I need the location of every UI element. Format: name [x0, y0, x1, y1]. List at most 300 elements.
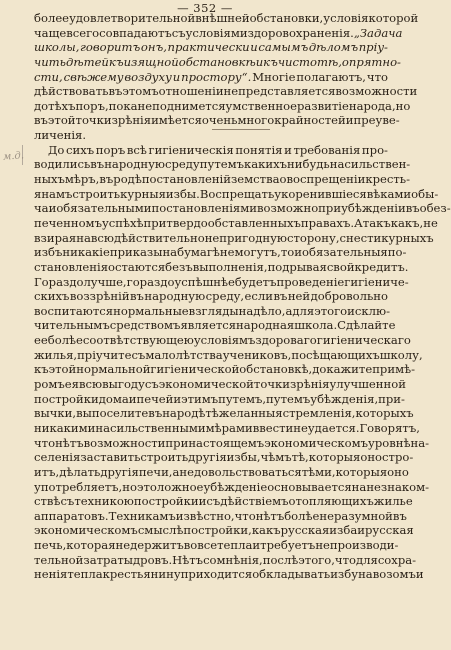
word: правахъ.	[300, 215, 355, 230]
word: школу,	[379, 347, 423, 362]
word: пріучите	[77, 347, 132, 362]
text-line	[34, 289, 388, 304]
word: снести	[339, 230, 382, 245]
word: съ	[171, 25, 186, 40]
word: избы,	[226, 450, 261, 465]
word: остаются	[108, 259, 166, 274]
text-line	[34, 377, 406, 392]
word: убѣжденія,	[310, 391, 379, 406]
word: поръ	[95, 142, 126, 157]
word: ныхъ	[34, 172, 65, 187]
word: обстановкѣ	[178, 54, 256, 69]
word: никакими	[34, 420, 96, 435]
text-line	[34, 143, 388, 158]
word: взирая	[34, 230, 77, 245]
text-body	[34, 11, 451, 582]
word: это	[136, 479, 157, 494]
word: не	[293, 420, 308, 435]
word: ней	[287, 289, 311, 304]
word: и	[128, 391, 137, 406]
word: но	[122, 479, 137, 494]
word: совпадаютъ	[99, 25, 172, 40]
word: не	[115, 538, 131, 553]
word: жилье	[373, 494, 413, 509]
word: другія	[188, 450, 227, 465]
word: проведеніе	[276, 274, 345, 289]
word: условія	[323, 11, 369, 25]
word: ромъ	[34, 377, 65, 392]
word: не	[137, 98, 153, 113]
word: народа,	[348, 98, 396, 113]
text-line	[34, 333, 411, 348]
word: школа.	[294, 318, 338, 333]
word: водились	[34, 157, 91, 172]
text-line	[34, 274, 409, 290]
word: всѣ	[126, 142, 147, 157]
word: могутъ,	[234, 245, 281, 260]
text-line	[34, 567, 424, 582]
text-line	[34, 508, 407, 524]
page-number: — 352 —	[177, 1, 233, 15]
word: нибудь	[287, 157, 330, 172]
word: незнаком-	[366, 479, 430, 494]
word: желанныя	[218, 406, 283, 421]
word: обез-	[419, 201, 451, 216]
word: малолѣтства	[145, 347, 223, 362]
text-line	[34, 523, 414, 538]
word: постройки,	[183, 523, 252, 538]
word: внѣшней	[195, 11, 250, 25]
word: сти,	[34, 69, 63, 84]
text-line	[34, 391, 405, 407]
word: послѣ	[262, 552, 299, 567]
word: печь,	[34, 538, 67, 553]
text-line	[34, 113, 400, 128]
word: успѣшнѣе	[174, 274, 235, 289]
word: Сдѣлайте	[337, 318, 396, 333]
word: которая	[66, 538, 116, 553]
word: которыхъ	[355, 406, 414, 421]
word: возможности	[83, 435, 166, 450]
word: понятія	[235, 142, 283, 157]
word: средствомъ	[109, 318, 181, 333]
word: много	[237, 113, 275, 128]
word: строить	[140, 450, 189, 465]
word: и	[173, 391, 182, 406]
word: воспрещеніи	[286, 172, 366, 187]
text-line	[34, 11, 419, 26]
word: неразумной	[319, 508, 393, 523]
word: при	[165, 435, 189, 450]
word: которыя	[335, 464, 388, 479]
text-line	[34, 450, 414, 465]
word: опрятно-	[341, 54, 401, 69]
word: сохра-	[377, 552, 417, 567]
word: свѣжему	[63, 69, 124, 84]
word: здороваго	[255, 333, 317, 348]
word: насильственными	[95, 420, 206, 435]
word: по-	[387, 245, 407, 260]
word: вовсе	[183, 538, 218, 553]
word: зрѣнія	[289, 377, 330, 392]
word: въ	[392, 508, 407, 523]
word: добровольно	[310, 289, 388, 304]
text-line	[34, 25, 403, 41]
text-line	[34, 406, 414, 421]
word: непригодную	[204, 230, 287, 245]
word: говоритъ	[80, 40, 141, 55]
word: съ	[131, 347, 146, 362]
word: отопляющихъ	[288, 494, 374, 509]
text-line	[34, 552, 417, 568]
word: съ	[206, 494, 221, 509]
word: для	[355, 552, 378, 567]
word: практически	[167, 40, 250, 55]
word: на	[238, 303, 254, 318]
word: гигіениче-	[344, 274, 409, 289]
word: народную	[144, 289, 206, 304]
word: постановленіями	[151, 201, 257, 216]
word: вы	[76, 406, 92, 421]
word: какихъ	[243, 157, 288, 172]
word: путемъ	[266, 391, 311, 406]
word: выполненія,	[192, 259, 268, 274]
word: поселите	[91, 406, 149, 421]
word: докажите	[312, 362, 373, 377]
word: обязательными	[56, 201, 152, 216]
word: народѣ	[162, 406, 206, 421]
word: обы-	[411, 186, 439, 201]
word: гораздо	[126, 274, 175, 289]
word: сомнѣнія,	[203, 552, 263, 567]
word: поднимется	[152, 98, 226, 113]
word: при	[318, 201, 342, 216]
word: улучшенной	[329, 377, 406, 392]
word: дома	[98, 391, 129, 406]
word: другія	[100, 464, 139, 479]
word: постройки	[133, 494, 199, 509]
word: ненія	[34, 567, 68, 582]
word: нормальные	[113, 303, 189, 318]
word: соотвѣтствующею	[82, 333, 194, 348]
word: сторону,	[287, 230, 340, 245]
margin-note: м.д.	[2, 150, 25, 163]
word: съ	[60, 494, 75, 509]
text-line	[34, 347, 423, 363]
word: становленія	[34, 259, 109, 274]
word: личенія.	[34, 128, 87, 143]
word: янамъ	[34, 186, 73, 201]
word: успѣхѣ	[101, 215, 144, 230]
word: обязательныя	[302, 245, 388, 260]
word: что	[366, 69, 388, 84]
word: точки	[253, 377, 290, 392]
text-line	[34, 201, 451, 216]
word: преуве-	[353, 113, 400, 128]
word: народная	[236, 318, 295, 333]
word: въ	[90, 157, 105, 172]
word: свой	[326, 259, 355, 274]
word: ее	[34, 333, 48, 348]
text-line	[34, 303, 391, 319]
word: онъ,	[140, 40, 167, 55]
word: чистотѣ,	[277, 54, 342, 69]
word: убѣжденіе	[203, 479, 268, 494]
word: и	[345, 113, 354, 128]
word: а	[285, 303, 293, 318]
word: требуетъ	[260, 538, 316, 553]
word: ввести	[252, 420, 294, 435]
word: строить	[72, 186, 121, 201]
word: всю	[90, 230, 114, 245]
word: среду	[165, 157, 200, 172]
word: дѣйствіемъ	[220, 494, 289, 509]
word: путемъ	[199, 157, 244, 172]
word: тѣ,	[291, 450, 309, 465]
word: путемъ,	[218, 391, 267, 406]
word: экономической	[158, 377, 254, 392]
word: возможно	[256, 201, 319, 216]
word: если	[244, 289, 273, 304]
text-line	[34, 157, 411, 172]
word: чаи	[34, 201, 57, 216]
text-line	[34, 172, 411, 187]
word: Гораздо	[34, 274, 84, 289]
word: родѣ	[113, 172, 142, 187]
word: этого	[314, 303, 348, 318]
word: условіямъ	[193, 333, 256, 348]
word: избы.	[165, 186, 200, 201]
word: ствѣ	[34, 494, 61, 509]
word: какъ	[251, 523, 281, 538]
word: на	[76, 230, 91, 245]
word: ея	[64, 377, 79, 392]
text-line	[34, 84, 418, 99]
text-line	[34, 186, 439, 202]
word: удается.	[307, 420, 360, 435]
word: курныя	[120, 186, 166, 201]
word: Многіе	[252, 69, 296, 84]
word: жилья,	[34, 347, 78, 362]
word: крайностей	[274, 113, 346, 128]
word: держитъ	[130, 538, 184, 553]
word: селенія	[34, 450, 81, 465]
word: курныхъ	[381, 230, 434, 245]
word: исклю-	[347, 303, 391, 318]
word: постройки	[34, 391, 99, 406]
word: не	[179, 464, 195, 479]
word: но	[395, 98, 411, 113]
word: основывается	[267, 479, 352, 494]
word: укоренившіеся	[274, 186, 367, 201]
word: Техникамъ	[108, 508, 176, 523]
word: довольствоваться	[194, 464, 302, 479]
word: непроизводи-	[315, 538, 399, 553]
word: более	[34, 11, 70, 25]
word: всего	[66, 25, 100, 40]
word: гигіеническаго	[316, 333, 411, 348]
text-line	[34, 40, 388, 55]
word: итъ,	[34, 464, 60, 479]
word: чительнымъ	[34, 318, 110, 333]
word: и	[172, 69, 181, 84]
word: ложное	[156, 479, 204, 494]
word: при-	[378, 391, 405, 406]
text-line	[34, 98, 411, 114]
word: учениковъ,	[222, 347, 292, 362]
word: такъ	[362, 215, 391, 230]
word: условіями	[185, 25, 248, 40]
word: техникою	[74, 494, 134, 509]
word: воздуху	[124, 69, 172, 84]
word: постановленій	[141, 172, 231, 187]
word: мѣрами	[205, 420, 253, 435]
word: развитіе	[296, 98, 349, 113]
word: какъ,	[390, 215, 424, 230]
word: умственное	[225, 98, 297, 113]
word: А	[354, 215, 363, 230]
word: то	[280, 245, 295, 260]
word: До	[48, 142, 65, 157]
word: требованія	[293, 142, 361, 157]
word: вѣками	[366, 186, 412, 201]
word: дѣйствительно	[114, 230, 205, 245]
word: аппаратовъ.	[34, 508, 109, 523]
word: воззрѣній	[69, 289, 130, 304]
word: которыя	[308, 450, 361, 465]
word: въ	[148, 406, 163, 421]
word: русская	[280, 523, 330, 538]
word: не	[423, 215, 438, 230]
word: обкладывать	[252, 567, 331, 582]
word: не	[223, 84, 239, 99]
word: гигіенической	[150, 362, 240, 377]
word: гигіеническія	[148, 142, 234, 157]
word: въ	[405, 201, 420, 216]
word: оно	[360, 450, 383, 465]
word: взгляды	[188, 303, 239, 318]
word: болѣе	[284, 508, 320, 523]
word: стремленія,	[282, 406, 356, 421]
word: въ	[108, 84, 123, 99]
word: безъ	[165, 259, 193, 274]
word: отношеніи	[158, 84, 224, 99]
word: приказы	[109, 245, 163, 260]
word: точки	[75, 113, 112, 128]
word: въ	[34, 113, 48, 128]
word: стро-	[382, 450, 414, 465]
word: народную	[104, 157, 166, 172]
word: школы,	[34, 40, 80, 55]
word: мѣръ,	[64, 172, 100, 187]
word: избъ	[34, 245, 63, 260]
word: и	[250, 40, 258, 55]
word: удовлетворительной	[69, 11, 196, 25]
word: экономическомъ	[34, 523, 138, 538]
word: самымъ	[258, 40, 309, 55]
word: до	[34, 98, 49, 113]
word: про-	[361, 142, 388, 157]
word: и	[294, 245, 303, 260]
word: тѣми,	[301, 464, 336, 479]
word: тѣ	[205, 406, 219, 421]
word: смыслѣ	[137, 523, 184, 538]
word: вычки,	[34, 406, 77, 421]
word: Нѣтъ	[172, 552, 204, 567]
word: не	[219, 245, 235, 260]
word: которой	[368, 11, 419, 25]
word: нѣтъ	[55, 435, 84, 450]
word: а	[172, 464, 180, 479]
word: дровъ.	[133, 552, 173, 567]
word: чѣмъ	[260, 450, 292, 465]
word: нормальной	[76, 362, 151, 377]
word: дѣломъ	[308, 40, 359, 55]
word: изба	[329, 523, 358, 538]
word: скихъ	[34, 289, 70, 304]
word: что	[234, 508, 256, 523]
word: экономическомъ	[264, 435, 368, 450]
word: печей	[136, 391, 174, 406]
word: и	[252, 538, 261, 553]
word: затраты	[83, 552, 134, 567]
word: твердо	[166, 215, 208, 230]
text-line	[34, 245, 407, 260]
word: и	[284, 142, 292, 157]
word: что	[334, 552, 356, 567]
word: на	[351, 479, 367, 494]
word: дѣло,	[253, 303, 286, 318]
word: подрывая	[267, 259, 327, 274]
word: нѣтъ	[255, 508, 285, 523]
word: къ	[34, 362, 49, 377]
word: этой	[47, 113, 76, 128]
text-line	[34, 435, 430, 451]
word: обстановки,	[249, 11, 324, 25]
word: настоящемъ	[188, 435, 265, 450]
text-line	[34, 128, 388, 143]
word: употребляетъ,	[34, 479, 123, 494]
word: чаще	[34, 25, 67, 40]
word: зрѣнія	[111, 113, 152, 128]
word: обстановкѣ,	[239, 362, 313, 377]
word: воспитаются	[34, 303, 114, 318]
text-line	[34, 538, 399, 553]
text-line	[34, 362, 415, 377]
text-line	[34, 259, 409, 275]
word: тельной	[34, 552, 84, 567]
word: при	[143, 215, 167, 230]
word: что	[34, 435, 56, 450]
text-line	[34, 230, 434, 246]
word: здоровохраненія.	[247, 25, 354, 40]
word: печенномъ	[34, 215, 102, 230]
word: этой	[48, 362, 77, 377]
text-line	[34, 420, 420, 436]
text-line	[34, 70, 388, 85]
word: убѣжденіи	[341, 201, 406, 216]
word: избу	[330, 567, 359, 582]
word: къ	[108, 54, 124, 69]
word: никакіе	[62, 245, 110, 260]
word: этимъ	[181, 391, 219, 406]
word: приходится	[180, 567, 253, 582]
word: о	[279, 172, 287, 187]
word: бумагѣ	[177, 245, 220, 260]
word: возможности	[335, 84, 418, 99]
word: крестьянину	[102, 567, 181, 582]
word: и	[198, 494, 207, 509]
